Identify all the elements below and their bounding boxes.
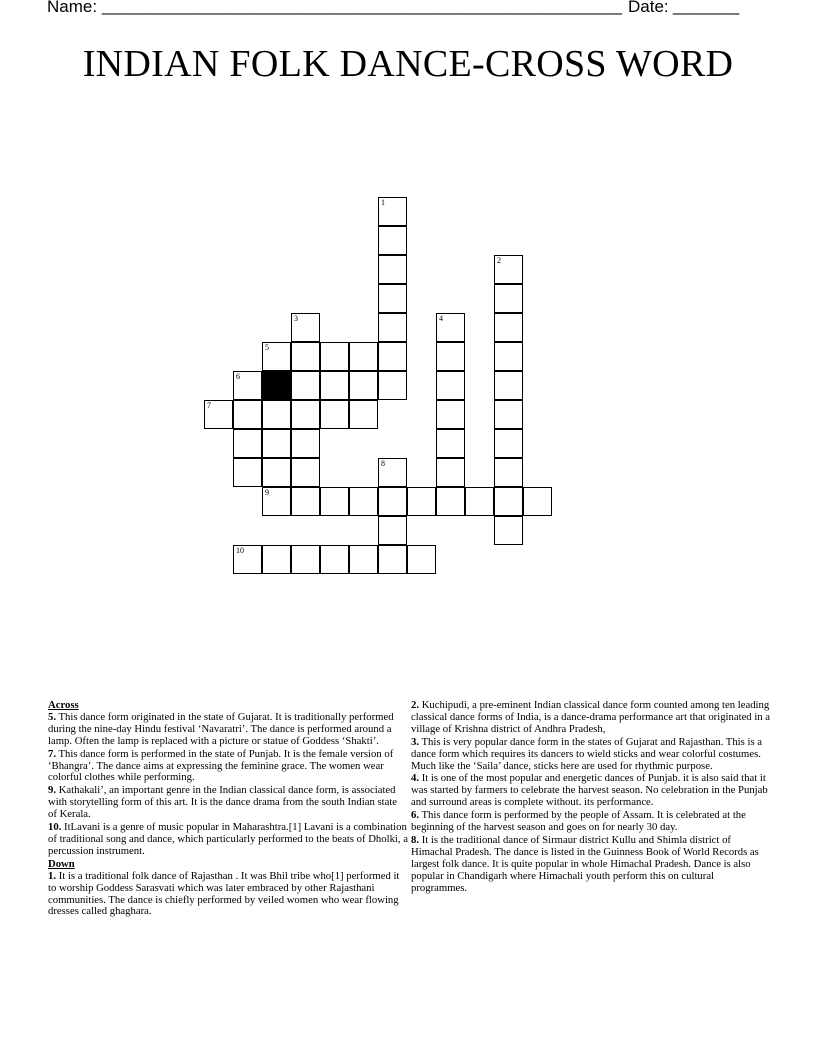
- grid-cell[interactable]: [291, 342, 320, 371]
- clue-across-9: [48, 785, 408, 821]
- grid-cell[interactable]: [291, 313, 320, 342]
- clue-across-5: [48, 712, 408, 748]
- grid-cell[interactable]: [320, 342, 349, 371]
- clue-text: ItLavani is a genre of music popular in Maharashtra.[1] Lavani is a combination of traditional song and dance, which particularly performed to the beats of Dholki, a percussion instrument.: [48, 821, 408, 857]
- clue-down-2: [411, 700, 771, 736]
- grid-cell[interactable]: [320, 400, 349, 429]
- grid-cell[interactable]: [378, 284, 407, 313]
- grid-cell[interactable]: [436, 429, 465, 458]
- clue-number: 2.: [411, 699, 420, 711]
- clue-number: 9.: [48, 784, 57, 797]
- clue-across-10: [48, 822, 408, 858]
- grid-cell[interactable]: [291, 487, 320, 516]
- grid-cell[interactable]: [262, 487, 291, 516]
- grid-cell[interactable]: [349, 400, 378, 429]
- clue-text: Kuchipudi, a pre-eminent Indian classical dance form counted among ten leading classical dance forms of India, is a dance-drama performance art that originated in a village of Krishna district of Andhra Pradesh,: [411, 699, 771, 735]
- grid-cell[interactable]: [349, 545, 378, 574]
- grid-cell[interactable]: [436, 400, 465, 429]
- grid-cell[interactable]: [378, 487, 407, 516]
- grid-cell[interactable]: [436, 487, 465, 516]
- clue-number: 6.: [411, 809, 420, 822]
- grid-cell[interactable]: [233, 429, 262, 458]
- grid-cell[interactable]: [494, 255, 523, 284]
- grid-cell-number: 6: [236, 372, 240, 381]
- grid-cell-number: 1: [381, 198, 385, 207]
- grid-cell[interactable]: [378, 313, 407, 342]
- grid-cell[interactable]: [291, 371, 320, 400]
- grid-cell[interactable]: [465, 487, 494, 516]
- grid-cell[interactable]: [378, 458, 407, 487]
- clue-text: This dance form is performed by the people of Assam. It is celebrated at the beginning of the harvest season and goes on for nearly 30 day.: [411, 809, 746, 834]
- grid-cell[interactable]: [378, 371, 407, 400]
- clue-text: This dance form is performed in the state of Punjab. It is the female version of ‘Bhangra’. The dance aims at expressing the feminine grace. The women wear colorful clothes while performing.: [48, 747, 394, 784]
- grid-cell[interactable]: [378, 545, 407, 574]
- clue-number: 4.: [411, 772, 420, 785]
- grid-cell[interactable]: [320, 371, 349, 400]
- grid-cell[interactable]: [233, 545, 262, 574]
- clue-down-3: [411, 737, 771, 773]
- clue-number: 8.: [411, 833, 420, 846]
- grid-cell-number: 8: [381, 459, 385, 468]
- clue-text: It is one of the most popular and energetic dances of Punjab. it is also said that it was started by farmers to celebrate the harvest season. No celebration in the Punjab and surround areas is complete without. its performance.: [411, 772, 768, 809]
- down-heading: Down: [48, 857, 75, 870]
- grid-cell[interactable]: [407, 545, 436, 574]
- grid-cell[interactable]: [494, 429, 523, 458]
- clue-text: It is a traditional folk dance of Rajasthan . It was Bhil tribe who[1] performed it to worship Goddess Sarasvati which was later embraced by other Rajasthani communities. The dance is chiefly performed by veiled women who wear flowing dresses called ghaghara.: [48, 869, 400, 918]
- grid-cell[interactable]: [378, 226, 407, 255]
- clue-number: 3.: [411, 735, 420, 748]
- page-title: INDIAN FOLK DANCE-CROSS WORD: [82, 43, 734, 85]
- clues-left-column: [48, 700, 408, 919]
- grid-cell[interactable]: [349, 371, 378, 400]
- grid-cell[interactable]: [204, 400, 233, 429]
- grid-cell[interactable]: [291, 545, 320, 574]
- grid-cell[interactable]: [233, 400, 262, 429]
- grid-cell-number: 10: [236, 546, 244, 555]
- grid-cell[interactable]: [291, 429, 320, 458]
- grid-cell[interactable]: [494, 342, 523, 371]
- grid-block-cell: [262, 371, 291, 400]
- grid-cell[interactable]: [494, 458, 523, 487]
- grid-cell[interactable]: [291, 400, 320, 429]
- clue-text: This is very popular dance form in the states of Gujarat and Rajasthan. This is a dance form which requires its dancers to wield sticks and wear colorful costumes. Much like the ‘Saila’ dance, sticks here are used for rhythmic purpose.: [411, 735, 763, 772]
- grid-cell[interactable]: [494, 400, 523, 429]
- grid-cell[interactable]: [233, 458, 262, 487]
- grid-cell[interactable]: [262, 545, 291, 574]
- clue-text: Kathakali’, an important genre in the Indian classical dance form, is associated with storytelling form of this art. It is the dance drama from the south Indian state of Kerala.: [48, 784, 398, 821]
- clue-text: This dance form originated in the state of Gujarat. It is traditionally performed during the nine-day Hindu festival ‘Navaratri’. The dance is performed around a lamp. Often the lamp is replaced with a picture or statue of Goddess ‘Shakti’.: [48, 710, 394, 747]
- clue-text: It is the traditional dance of Sirmaur district Kullu and Shimla district of Himachal Pradesh. The dance is listed in the Guinness Book of World Records as largest folk dance. It is quite popular in whole Himachal Pradesh. Dance is also popular in Chandigarh where Himachali youth perform this on cultural programmes.: [411, 833, 759, 894]
- clue-number: 7.: [48, 747, 57, 760]
- grid-cell[interactable]: [262, 458, 291, 487]
- grid-cell[interactable]: [320, 545, 349, 574]
- grid-cell[interactable]: [494, 516, 523, 545]
- grid-cell[interactable]: [378, 516, 407, 545]
- grid-cell[interactable]: [436, 371, 465, 400]
- grid-cell[interactable]: [436, 313, 465, 342]
- grid-cell[interactable]: [436, 342, 465, 371]
- name-label: Name:: [47, 0, 98, 16]
- clue-number: 1.: [48, 869, 57, 882]
- grid-cell-number: 4: [439, 314, 443, 323]
- grid-cell[interactable]: [262, 400, 291, 429]
- clue-down-1: [48, 871, 408, 919]
- grid-cell[interactable]: [407, 487, 436, 516]
- grid-cell[interactable]: [523, 487, 552, 516]
- grid-cell-number: 5: [265, 343, 269, 352]
- grid-cell[interactable]: [494, 371, 523, 400]
- date-field[interactable]: _______: [673, 0, 740, 15]
- grid-cell-number: 7: [207, 401, 211, 410]
- grid-cell-number: 3: [294, 314, 298, 323]
- grid-cell[interactable]: [233, 371, 262, 400]
- grid-cell[interactable]: [320, 487, 349, 516]
- grid-cell[interactable]: [349, 487, 378, 516]
- grid-cell[interactable]: [378, 255, 407, 284]
- grid-cell-number: 9: [265, 488, 269, 497]
- clue-across-7: [48, 749, 408, 785]
- clue-down-8: [411, 835, 771, 895]
- clue-number: 10.: [48, 821, 62, 834]
- grid-cell[interactable]: [494, 487, 523, 516]
- grid-cell[interactable]: [378, 197, 407, 226]
- name-field[interactable]: _______________________________________________________: [102, 0, 623, 15]
- clue-number: 5.: [48, 710, 57, 723]
- grid-cell[interactable]: [291, 458, 320, 487]
- across-heading: Across: [48, 699, 79, 711]
- grid-cell[interactable]: [436, 458, 465, 487]
- grid-cell[interactable]: [378, 342, 407, 371]
- grid-cell[interactable]: [349, 342, 378, 371]
- grid-cell[interactable]: [494, 284, 523, 313]
- clues-right-column: [411, 700, 771, 896]
- clue-down-6: [411, 810, 771, 834]
- grid-cell[interactable]: [494, 313, 523, 342]
- grid-cell[interactable]: [262, 429, 291, 458]
- clue-down-4: [411, 773, 771, 809]
- grid-cell-number: 2: [497, 256, 501, 265]
- date-label: Date:: [628, 0, 669, 16]
- grid-cell[interactable]: [262, 342, 291, 371]
